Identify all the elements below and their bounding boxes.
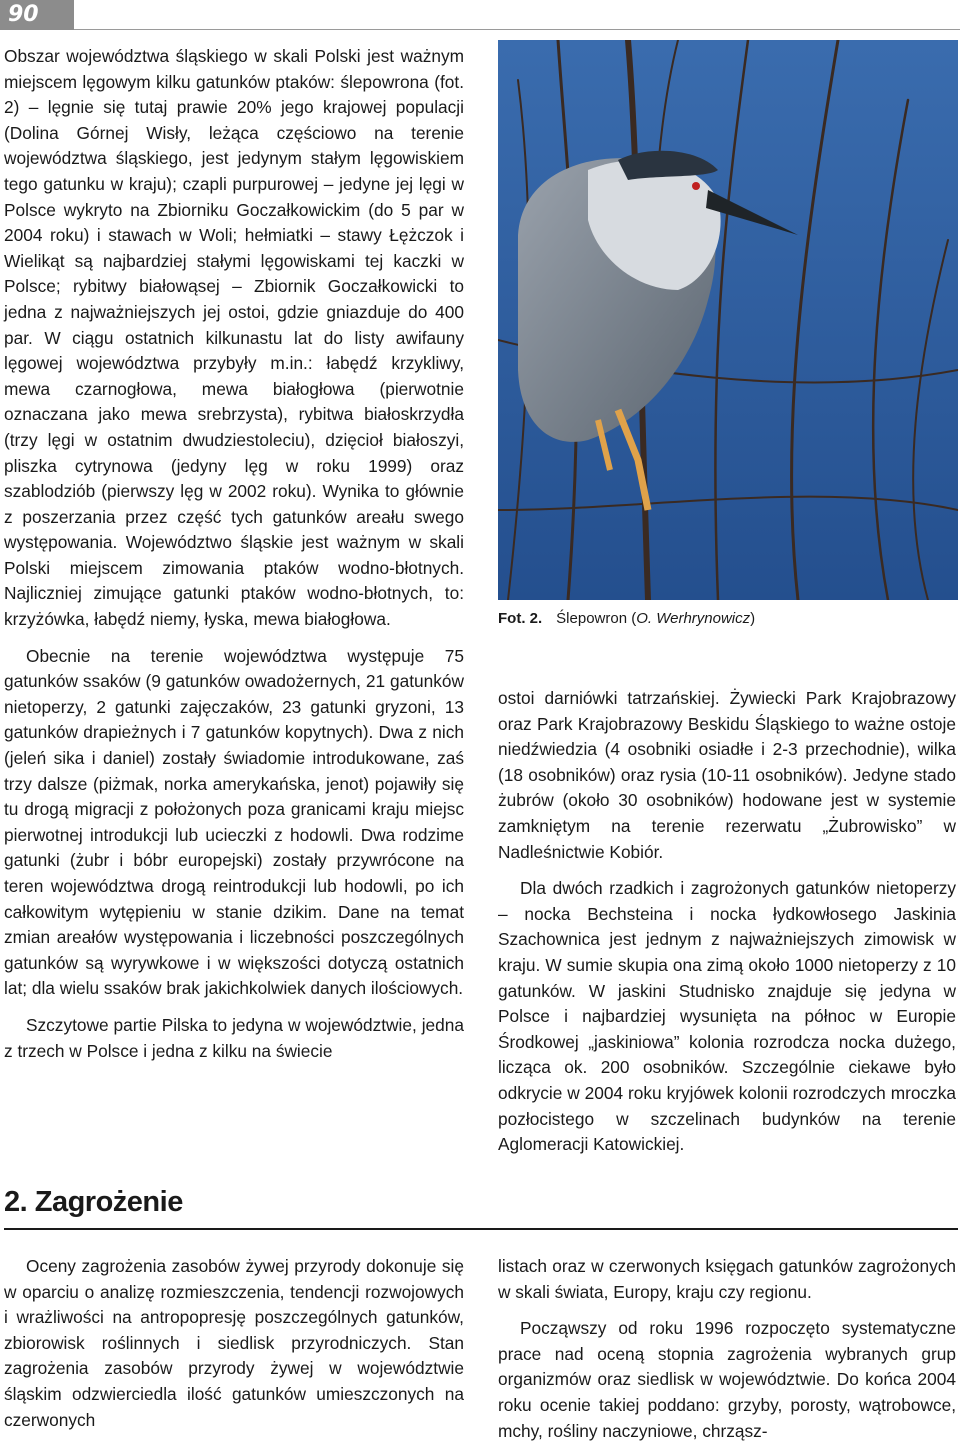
section-heading: 2. Zagrożenie xyxy=(4,1186,183,1218)
heron-photo xyxy=(498,40,958,600)
figure-author: O. Werhrynowicz xyxy=(636,610,751,627)
paragraph: Szczytowe partie Pilska to jedyna w województwie, jedna z trzech w Polsce i jedna z kilku na świecie xyxy=(4,1014,464,1061)
paragraph: listach oraz w czerwonych księgach gatunków zagrożonych w skali świata, Europy, kraju czy regionu. xyxy=(498,1256,956,1302)
figure-caption-end: ) xyxy=(750,610,756,627)
figure-caption xyxy=(498,610,956,627)
section-rule xyxy=(4,1228,958,1230)
left-column xyxy=(4,44,464,1075)
page-number-box xyxy=(0,0,74,30)
figure-caption-text: Ślepowron ( xyxy=(556,610,637,627)
paragraph: Dla dwóch rzadkich i zagrożonych gatunków nietoperzy – nocka Bechsteina i nocka łydkowłosego Jaskinia Szachownica jest jednym z najważniejszych zimowisk w kraju. W sumie skupia ona zimą około 1000 nietoperzy z 10 gatunków. W jaskini Studnisko znajduje się jedyna w Polsce i najbardziej wysunięta na północ w Europie Środkowej „jaskiniowa” kolonia rozrodcza nocka dużego, licząca ok. 200 osobników. Szczególnie ciekawe było odkrycie w 2004 roku kryjówek kolonii rozrodczych mroczka pozłocistego w szczelinach budynków na terenie Aglomeracji Katowickiej. xyxy=(498,878,956,1155)
night-heron-illustration xyxy=(498,40,958,600)
right-column xyxy=(498,686,956,1169)
page-number: 90 xyxy=(8,2,39,27)
section-left-column xyxy=(4,1254,464,1444)
paragraph: Począwszy od roku 1996 rozpoczęto systematyczne prace nad oceną stopnia zagrożenia wybranych grup organizmów oraz siedlisk w województwie. Do końca 2004 roku ocenie takiej poddano: grzyby, porosty, wątrobowce, mchy, rośliny naczyniowe, chrząsz- xyxy=(498,1318,956,1441)
paragraph: ostoi darniówki tatrzańskiej. Żywiecki Park Krajobrazowy oraz Park Krajobrazowy Beskidu Śląskiego to ważne ostoje niedźwiedzia (4 osobniki osiadłe i 2-3 przechodnie), wilka (18 osobników) oraz rysia (10-11 osobników). Jedyne stado żubrów (około 30 osobników) hodowane jest w systemie zamkniętym na terenie rezerwatu „Żubrowisko” w Nadleśnictwie Kobiór. xyxy=(498,688,956,862)
paragraph: Obecnie na terenie województwa występuje 75 gatunków ssaków (9 gatunków owadożernych, 21 gatunków nietoperzy, 2 gatunki zajęczaków, 23 gatunki gryzoni, 13 gatunków drapieżnych i 7 gatunków kopytnych). Dwa z nich (jeleń sika i daniel) zostały świadomie introdukowane, zaś trzy dalsze (piżmak, norka amerykańska, jenot) pojawiły się tu drogą migracji z położonych poza granicami kraju miejsc pierwotnej introdukcji lub ucieczki z hodowli. Dwa rodzime gatunki (żubr i bóbr europejski) zostały przywrócone na teren województwa drogą reintrodukcji lub hodowli, po ich całkowitym wytępieniu w stanie dzikim. Dane na temat zmian areałów występowania i liczebności poszczególnych gatunków są wyrywkowe i w większości dotyczą ostatnich lat; dla wielu ssaków brak jakichkolwiek danych ilościowych. xyxy=(4,645,464,999)
paragraph: Obszar województwa śląskiego w skali Polski jest ważnym miejscem lęgowym kilku gatunków ptaków: ślepowrona (fot. 2) – lęgnie się tutaj prawie 20% jego krajowej populacji (Dolina Górnej Wisły, leżąca częściowo na terenie województwa śląskiego, jest jedynym stałym lęgowiskiem tego gatunku w kraju); czapli purpurowej – jedyne jej lęgi w Polsce wykryto na Zbiorniku Goczałkowickim (do 5 par w 2004 roku) i stawach w Woli; hełmiatki – stawy Łężczok i Wielikąt są najbardziej stałymi lęgowiskami tej kaczki w Polsce; rybitwy białowąsej – Zbiornik Goczałkowicki to jedna z najważniejszych jej ostoi, gdzie gniazduje do 400 par. W ciągu ostatnich kilkunastu lat do listy awifauny lęgowej województwa przybyły m.in.: łabędź krzykliwy, mewa czarnogłowa, mewa białogłowa (pierwotnie oznaczana jako mewa srebrzysta), rybitwa białoskrzydła (trzy lęgi w ostatnim dwudziestoleciu), dzięcioł białoszyi, pliszka cytrynowa (jedyny lęg w roku 1999) oraz szablodziób (pierwszy lęg w 2002 roku). Wynika to głównie z poszerzania przez część tych gatunków areału swego występowania. Województwo śląskie jest ważnym w skali Polski miejscem zimowania ptaków wodno-błotnych. Najliczniej zimujące gatunki ptaków wodno-błotnych, to: krzyżówka, łabędź niemy, łyska, mewa białogłowa. xyxy=(4,46,464,630)
section-right-column xyxy=(498,1254,956,1455)
header-rule xyxy=(74,29,960,30)
figure-label: Fot. 2. xyxy=(498,610,543,627)
paragraph: Oceny zagrożenia zasobów żywej przyrody dokonuje się w oparciu o analizę rozmieszczenia, tendencji rozwojowych i wrażliwości na antropopresję poszczególnych gatunków, zbiorowisk roślinnych i siedlisk przyrodniczych. Stan zagrożenia zasobów przyrody żywej w województwie śląskim odzwierciedla ilość gatunków umieszczonych na czerwonych xyxy=(4,1256,464,1430)
